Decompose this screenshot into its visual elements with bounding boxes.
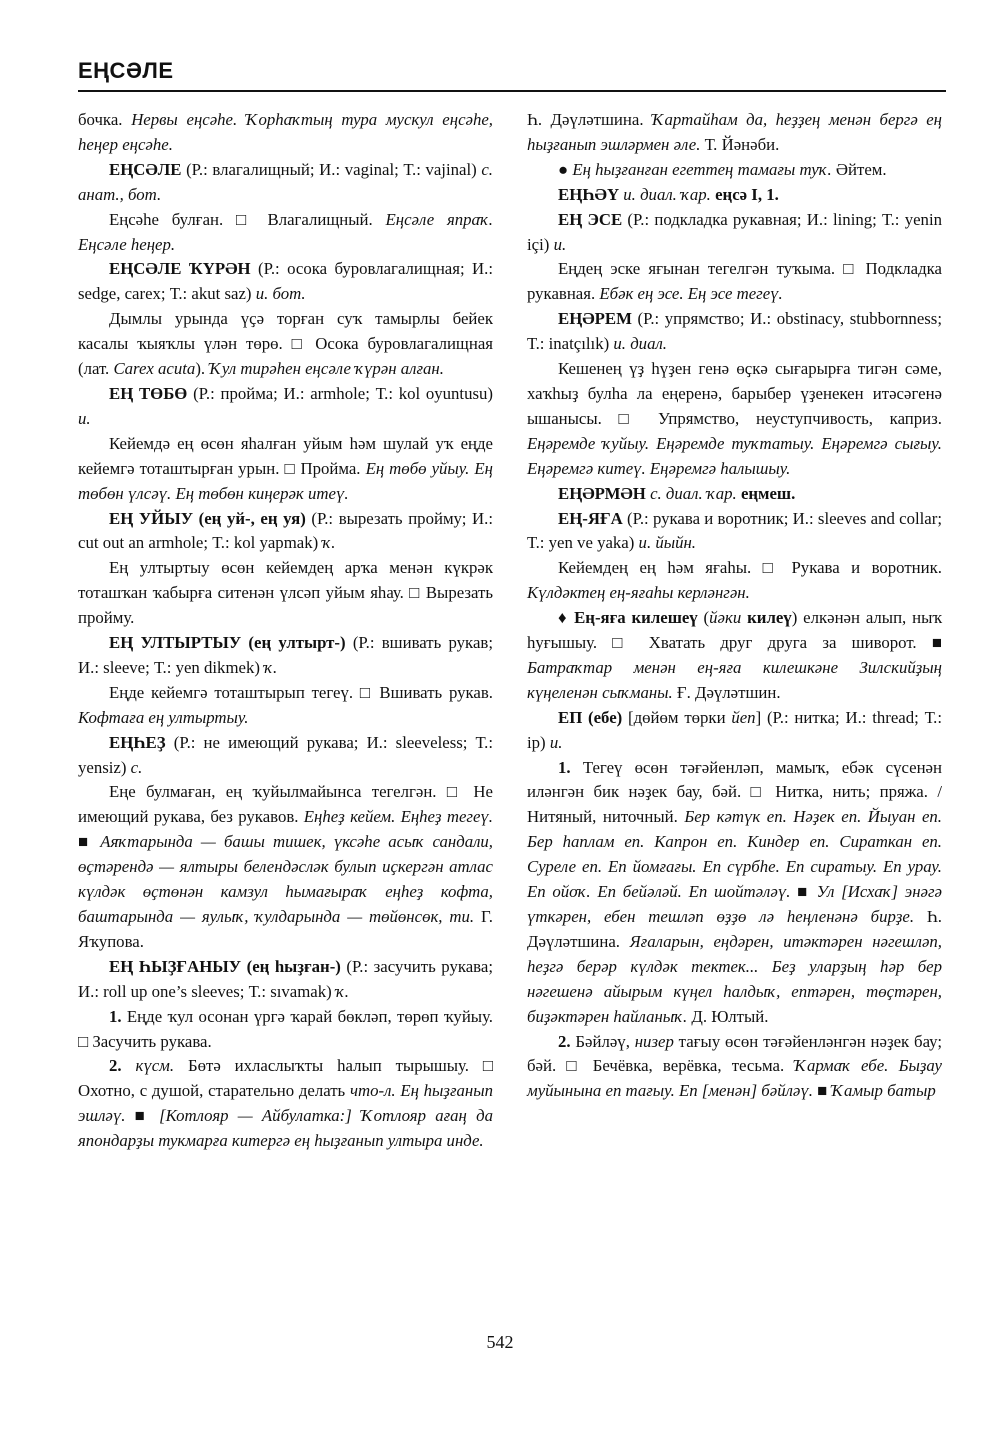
italic-text: Ең һыҙғанған егеттең тамағы туҡ. xyxy=(572,159,832,179)
headword-text: ЕҢҺӘҮ xyxy=(558,184,620,204)
body-text: (Р.: не имеющий рукава; И.: sleeveless; Т.: yensiz) xyxy=(78,732,493,777)
italic-text: Батраҡтар менән ең-яға килешкәне Зилскийҙың күңеленән сыҡманы. xyxy=(527,657,942,702)
italic-text: ҡ. xyxy=(322,533,336,553)
dictionary-paragraph xyxy=(527,108,942,158)
italic-text: и. диал. ҡар. xyxy=(623,184,711,204)
italic-text: Carex acuta xyxy=(113,359,196,379)
body-text: (Р.: влагалищный; И.: vaginal; Т.: vajinal) xyxy=(181,159,482,179)
headword-text: ЕҢ-ЯҒА xyxy=(558,508,623,528)
italic-text: Еңһеҙ кейем. Еңһеҙ тегеү. xyxy=(303,807,494,827)
body-text: ). xyxy=(195,359,210,379)
body-text: (Р.: засучить рукава; И.: roll up one’s sleeves; Т.: sıvamak) xyxy=(78,956,493,1001)
dictionary-paragraph xyxy=(78,556,493,631)
italic-text: Яғаларын, еңдәрен, итәктәрен нәгешләп, һеҙгә берәр күлдәк тектек... Беҙ уларҙың һәр бер нәгешенә айырым күңел һалдыҡ, ептәрен, төҫтәрен, биҙәктәрен һайланыҡ. xyxy=(527,931,943,1026)
italic-text: Кофтаға ең ултыртыу. xyxy=(78,707,249,727)
body-text: Т. Йәнәби. xyxy=(700,134,780,154)
body-text: тағыу өсөн тәғәйенләнгән нәҙек бау; бәй. □ Бечёвка, верёвка, тесьма. xyxy=(527,1031,942,1076)
headword-text: ЕҢ УЛТЫРТЫУ (ең ултырт-) xyxy=(109,633,346,653)
body-text: (Р.: вшивать рукав; И.: sleeve; Т.: yen dikmek) xyxy=(78,633,493,677)
italic-text: и. xyxy=(553,234,567,254)
body-text: Еңдең эске яғынан тегелгән туҡыма. □ Подкладка рукавная. xyxy=(527,259,942,304)
headword-text: ЕҢҺЕҘ xyxy=(109,732,166,752)
dictionary-paragraph xyxy=(78,731,493,781)
body-text: ■ xyxy=(78,832,101,852)
dictionary-paragraph xyxy=(78,681,493,731)
dictionary-paragraph xyxy=(527,183,942,208)
italic-text: Ебәк ең эсе. Ең эсе тегеү. xyxy=(599,284,783,304)
italic-text: низер xyxy=(634,1031,674,1051)
body-text: Ғ. Дәүләтшин. xyxy=(672,682,781,702)
dictionary-paragraph xyxy=(527,208,942,258)
body-text: Ең ултыртыу өсөн кейемдең арҡа менән күкрәк тоташҡан ҡабырға ситенән үлсәп уйым яһау. □ Вырезать пройму. xyxy=(78,558,493,628)
italic-text: и. диал. xyxy=(613,334,667,354)
italic-text: [Котлояр — Айбулатка:] Ҡотлояр ағаң да япондарҙы тукмарға китергә ең һыҙғанып ултыра инде. xyxy=(78,1106,493,1151)
italic-text: Нервы еңсәһе. Ҡорһаҡтың тура мускул еңсәһе, һеңер еңсәһе. xyxy=(78,110,493,154)
headword-text: ЕП (ебе) xyxy=(558,707,623,727)
body-text: ) елкәнән алып, ныҡ һуғышыу. □ Хватать друг друга за шиворот. ■ xyxy=(527,608,942,653)
headword-text: Ең-яға килешеү xyxy=(574,608,698,628)
italic-text: Ул [Исхаҡ] энәгә үткәрен, ебен тешләп өҙҙө лә һеңленәнә бирҙе. xyxy=(527,882,942,926)
italic-text: йәки xyxy=(709,608,742,628)
dictionary-paragraph xyxy=(78,1005,493,1055)
dictionary-paragraph xyxy=(78,1054,493,1154)
italic-text: Еңсәле япраҡ. Еңсәле һеңер. xyxy=(78,209,493,254)
italic-text: Аяҡтарында — башы тишек, үксәһе асыҡ сандали, өҫтәрендә — ялтыры белендәсләк булып иҫкергән атлас күлдәк өҫтөнән камзул һымағыраҡ еңһеҙ кофта, баштарында — яулыҡ, ҡулдарында — төйөнсөк, ти. xyxy=(78,832,493,926)
headword-text: еңмеш. xyxy=(740,483,796,503)
headword-text: ЕҢ ҺЫҘҒАНЫУ (ең һыҙған-) xyxy=(109,956,341,976)
italic-text: с. анат., бот. xyxy=(78,159,493,204)
body-text: Еңе булмаған, ең ҡуйылмайынса тегелгән. □ Не имеющий рукава, без рукавов. xyxy=(78,782,493,827)
dictionary-paragraph xyxy=(78,955,493,1005)
body-text: (Р.: упрямство; И.: obstinacy, stubbornness; Т.: inatçılık) xyxy=(527,309,942,354)
dictionary-paragraph xyxy=(527,357,942,482)
body-text: Г. Яҡупова. xyxy=(78,907,494,951)
dictionary-paragraph xyxy=(78,631,493,681)
italic-text: Ҡартайһам да, һеҙҙең менән бергә ең һыҙғанып эшләрмен әле. xyxy=(527,110,943,154)
dictionary-paragraph xyxy=(78,257,493,307)
right-column xyxy=(527,108,942,1104)
headword-text: 1. xyxy=(558,757,571,777)
dictionary-paragraph xyxy=(527,606,942,706)
left-column xyxy=(78,108,493,1154)
italic-text: Күлдәктең ең-яғаһы керләнгән. xyxy=(527,583,750,603)
italic-text: Ең төбө уйыу. Ең төбөн үлсәү. Ең төбөн киңерәк итеү. xyxy=(78,458,493,503)
italic-text: йеп xyxy=(731,707,756,727)
headword-text: 2. xyxy=(109,1056,122,1076)
dictionary-paragraph xyxy=(527,257,942,307)
body-text: Кейемдә ең өсөн яһалған уйым һәм шулай уҡ еңде кейемгә тоташтырған урын. □ Пройма. xyxy=(78,433,493,478)
dictionary-paragraph xyxy=(78,382,493,432)
body-text: Бәйләү, xyxy=(570,1031,635,1051)
body-text: [дөйөм төрки xyxy=(622,707,732,727)
italic-text: и. йыйн. xyxy=(638,533,696,553)
headword-text: 2. xyxy=(558,1031,571,1051)
dictionary-paragraph xyxy=(78,507,493,557)
headword-text: 1. xyxy=(109,1006,122,1026)
body-text: Еңсәһе булған. □ Влагалищный. xyxy=(109,209,386,229)
body-text: ( xyxy=(697,608,710,628)
headword-text: килеү xyxy=(747,608,792,628)
body-text: Тегеү өсөн тәғәйенләп, мамыҡ, ебәк сүсенән иләнгән бик нәҙек бау, бәй. □ Нитка, нить; пряжа. / Нитяный, ниточный. xyxy=(527,757,942,827)
dictionary-paragraph xyxy=(527,507,942,557)
running-head: ЕҢСӘЛЕ xyxy=(78,58,174,83)
body-text: (Р.: вырезать пройму; И.: cut out an armhole; Т.: kol yapmak) xyxy=(78,508,493,553)
dictionary-paragraph xyxy=(527,158,942,183)
headword-text: ЕҢ УЙЫУ (ең уй-, ең уя) xyxy=(109,508,306,528)
header-rule xyxy=(78,90,946,92)
body-text: Дымлы урында үҫә торған суҡ тамырлы бейек касалы ҡыяҡлы үлән төрө. □ Осока буровлагалищная (лат. xyxy=(78,309,493,379)
body-text: ■ xyxy=(812,1081,832,1101)
dictionary-paragraph xyxy=(78,158,493,208)
body-text: Әйтем. xyxy=(831,159,887,179)
italic-text: и. бот. xyxy=(255,284,306,304)
headword-text: ЕҢӘРМӘН xyxy=(558,483,646,503)
body-text: Кешенең үҙ һүҙен генә өҫкә сығарырға тигән сәме, хаҡһыҙ булһа ла еңеренә, барыбер үҙенекен итәсәгенә ышанысы. □ Упрямство, неуступчивость, каприз. xyxy=(527,359,942,428)
dictionary-paragraph xyxy=(78,208,493,258)
italic-text: и. xyxy=(549,732,563,752)
italic-text: Еңәремде ҡуйыу. Еңәремде туҡтатыу. Еңәремгә сығыу. Еңәремгә китеү. Еңәремгә һалышыу. xyxy=(527,433,942,478)
italic-text: күсм. xyxy=(135,1056,175,1076)
italic-text: ҡ. xyxy=(264,657,278,677)
dictionary-paragraph xyxy=(78,108,493,158)
dictionary-paragraph xyxy=(78,307,493,382)
body-text: Һ. Дәүләтшина. xyxy=(527,907,942,951)
body-text: бочка. xyxy=(78,110,132,129)
dictionary-paragraph xyxy=(527,706,942,756)
headword-text: еңсә I, 1. xyxy=(715,184,779,204)
italic-text: и. xyxy=(78,408,91,428)
body-text: ♦ xyxy=(558,608,575,628)
body-text xyxy=(122,1056,136,1075)
body-text: ● xyxy=(558,159,573,179)
body-text: Кейемдең ең һәм яғаһы. □ Рукава и воротник. xyxy=(558,558,942,578)
body-text: (Р.: осока буровлагалищная; И.: sedge, carex; Т.: akut saz) xyxy=(78,259,493,304)
dictionary-paragraph xyxy=(78,780,493,954)
headword-text: ЕҢ ЭСЕ xyxy=(558,209,623,229)
dictionary-paragraph xyxy=(527,556,942,606)
italic-text: Ҡул тирәһен еңсәле ҡүрән алған. xyxy=(209,359,444,379)
page-number: 542 xyxy=(486,1332,514,1352)
body-text: ■ xyxy=(125,1106,160,1126)
headword-text: ЕҢСӘЛЕ xyxy=(109,159,182,179)
body-text: ■ xyxy=(790,882,817,902)
italic-text: ҡ. xyxy=(335,981,349,1001)
dictionary-paragraph xyxy=(527,756,942,1030)
dictionary-paragraph xyxy=(527,1030,942,1105)
headword-text: ЕҢ ТӨБӨ xyxy=(109,383,188,403)
italic-text: что-л. Ең һыҙғанып эшләү. xyxy=(78,1081,493,1126)
headword-text: ЕҢӘРЕМ xyxy=(558,309,632,329)
body-text: Һ. Дәүләтшина. xyxy=(527,110,652,129)
body-text: Д. Юлтый. xyxy=(687,1006,769,1026)
body-text: Еңде кейемгә тоташтырып тегеү. □ Вшивать рукав. xyxy=(109,682,493,702)
body-text: Еңде ҡул осонан үргә ҡарай бөкләп, төрөп ҡуйыу. □ Засучить рукава. xyxy=(78,1006,493,1051)
body-text: (Р.: рукава и воротник; И.: sleeves and collar; Т.: yen ve yaka) xyxy=(527,508,942,553)
body-text: (Р.: пройма; И.: armhole; Т.: kol oyuntusu) xyxy=(187,383,493,403)
body-text: (Р.: подкладка рукавная; И.: lining; Т.: yenin içi) xyxy=(527,209,942,254)
dictionary-paragraph xyxy=(527,482,942,507)
dictionary-paragraph xyxy=(527,307,942,357)
italic-text: Бер кәтүк еп. Нәҙек еп. Йыуан еп. Бер һаплам еп. Капрон еп. Киндер еп. Сираткан еп. Суреле еп. Еп йомғағы. Еп сүрбһе. Еп сиратыу. Еп урау. Еп ойоҡ. Еп бейәләй. Еп шойтәләү. xyxy=(527,807,942,902)
italic-text: Ҡармаҡ ебе. Быҙау муйынына еп тағыу. Еп [менән] бәйләү. xyxy=(527,1056,942,1101)
italic-text: Ҡамыр батыр xyxy=(831,1081,936,1101)
italic-text: с. xyxy=(130,757,143,777)
body-text: Бөтә ихласлыҡты һалып тырышыу. □ Охотно, с душой, старательно делать xyxy=(78,1056,493,1101)
body-text: ] (Р.: нитка; И.: thread; Т.: ip) xyxy=(527,707,943,752)
dictionary-paragraph xyxy=(78,432,493,507)
headword-text: ЕҢСӘЛЕ ҠҮРӘН xyxy=(109,259,251,279)
italic-text: с. диал. ҡар. xyxy=(650,483,737,503)
